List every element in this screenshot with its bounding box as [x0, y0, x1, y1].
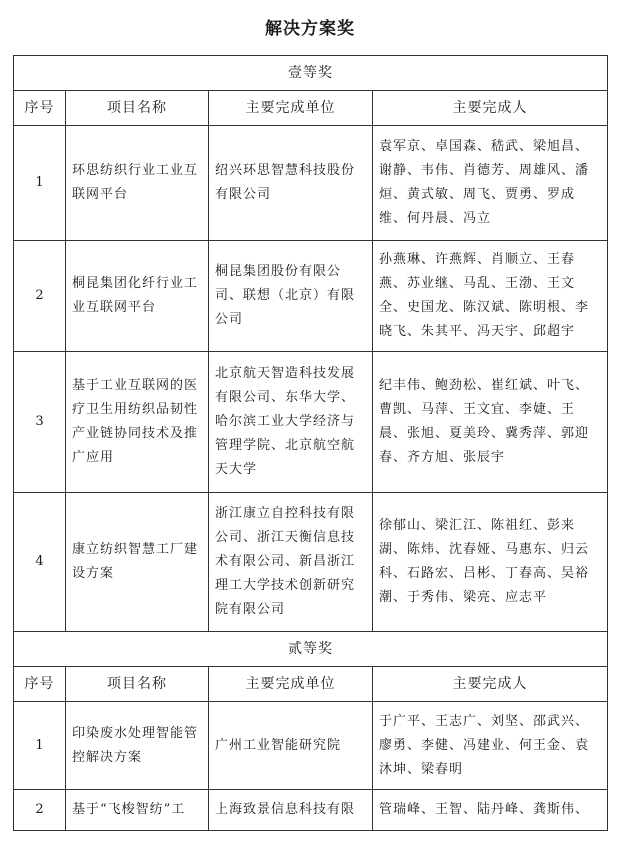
- table-row: [14, 790, 608, 831]
- row-people: 纪丰伟、鲍劲松、崔红斌、叶飞、曹凯、马萍、王文宜、李婕、王晨、张旭、夏美玲、冀秀萍、郭迎春、齐方旭、张辰宇: [373, 352, 608, 493]
- table-row: [14, 493, 608, 632]
- row-people: 于广平、王志广、刘坚、邵武兴、廖勇、李健、冯建业、何王金、袁沐坤、梁春明: [373, 702, 608, 790]
- page-title: 解决方案奖: [265, 19, 355, 39]
- row-seq: 4: [14, 493, 66, 632]
- row-seq: 2: [14, 241, 66, 352]
- awards-table: [13, 55, 608, 831]
- header-unit: 主要完成单位: [209, 667, 373, 702]
- header-project: 项目名称: [66, 667, 209, 702]
- row-unit: 上海致景信息科技有限: [209, 790, 373, 831]
- table-row: [14, 352, 608, 493]
- first-prize-heading-row: [14, 56, 608, 91]
- row-project: 桐昆集团化纤行业工业互联网平台: [66, 241, 209, 352]
- row-project: 基于工业互联网的医疗卫生用纺织品韧性产业链协同技术及推广应用: [66, 352, 209, 493]
- first-prize-header-row: [14, 91, 608, 126]
- header-project: 项目名称: [66, 91, 209, 126]
- first-prize-label: 壹等奖: [14, 56, 608, 91]
- row-unit: 桐昆集团股份有限公司、联想（北京）有限公司: [209, 241, 373, 352]
- row-unit: 广州工业智能研究院: [209, 702, 373, 790]
- header-seq: 序号: [14, 667, 66, 702]
- row-project: 环思纺织行业工业互联网平台: [66, 126, 209, 241]
- header-seq: 序号: [14, 91, 66, 126]
- table-row: [14, 702, 608, 790]
- header-unit: 主要完成单位: [209, 91, 373, 126]
- second-prize-header-row: [14, 667, 608, 702]
- second-prize-label: 贰等奖: [14, 632, 608, 667]
- table-row: [14, 126, 608, 241]
- row-people: 袁军京、卓国森、嵇武、梁旭昌、谢静、韦伟、肖德芳、周雄风、潘烜、黄式敏、周飞、贾勇、罗成维、何丹晨、冯立: [373, 126, 608, 241]
- table-row: [14, 241, 608, 352]
- row-seq: 3: [14, 352, 66, 493]
- row-seq: 1: [14, 126, 66, 241]
- header-people: 主要完成人: [373, 667, 608, 702]
- row-unit: 绍兴环思智慧科技股份有限公司: [209, 126, 373, 241]
- row-seq: 1: [14, 702, 66, 790]
- row-unit: 北京航天智造科技发展有限公司、东华大学、哈尔滨工业大学经济与管理学院、北京航空航天大学: [209, 352, 373, 493]
- row-people: 管瑞峰、王智、陆丹峰、龚斯伟、: [373, 790, 608, 831]
- row-project: 印染废水处理智能管控解决方案: [66, 702, 209, 790]
- row-project: 康立纺织智慧工厂建设方案: [66, 493, 209, 632]
- row-people: 孙燕琳、许燕辉、肖顺立、王春燕、苏业继、马乱、王渤、王文全、史国龙、陈汉斌、陈明根、李晓飞、朱其平、冯天宇、邱超宇: [373, 241, 608, 352]
- row-seq: 2: [14, 790, 66, 831]
- row-project: 基于“飞梭智纺”工: [66, 790, 209, 831]
- row-people: 徐郁山、梁汇江、陈祖红、彭来湖、陈炜、沈春娅、马惠东、归云科、石路宏、吕彬、丁春高、吴裕潮、于秀伟、梁亮、应志平: [373, 493, 608, 632]
- header-people: 主要完成人: [373, 91, 608, 126]
- row-unit: 浙江康立自控科技有限公司、浙江天衡信息技术有限公司、新昌浙江理工大学技术创新研究院有限公司: [209, 493, 373, 632]
- second-prize-heading-row: [14, 632, 608, 667]
